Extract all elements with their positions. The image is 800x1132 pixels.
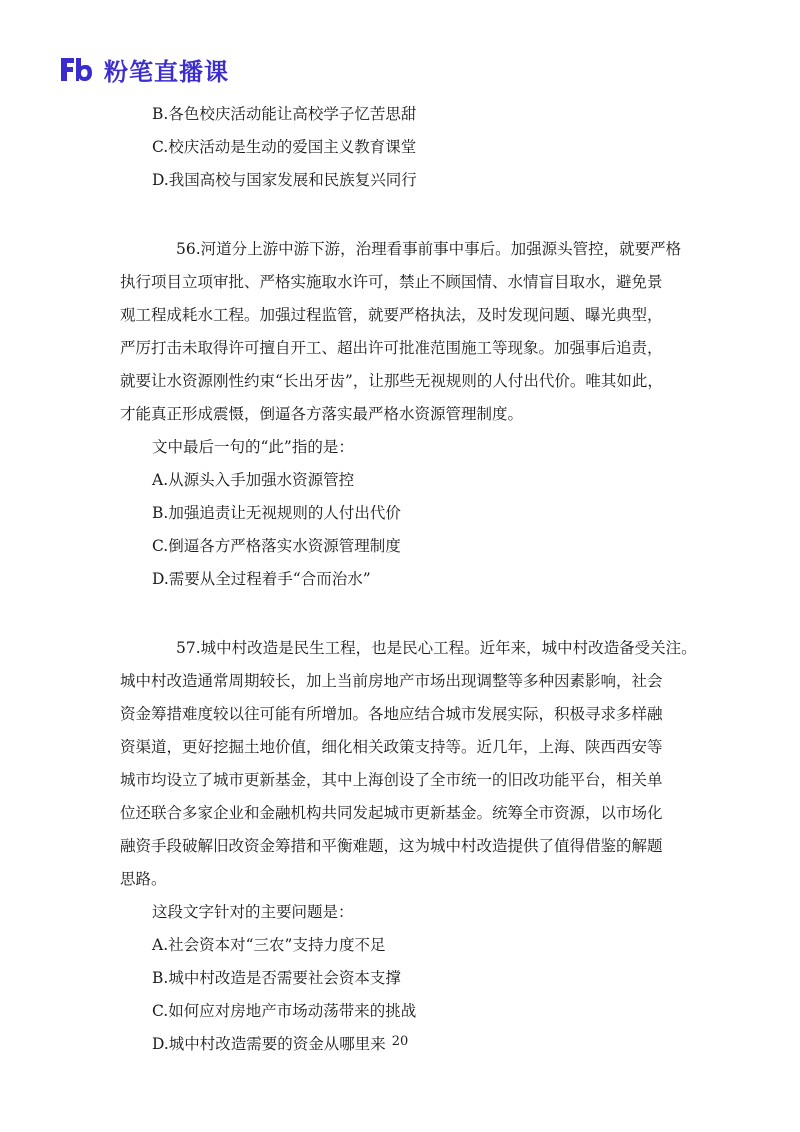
question-57-option-a: A.社会资本对“三农”支持力度不足 xyxy=(152,936,386,954)
passage-line: 位还联合多家企业和金融机构共同发起城市更新基金。统筹全市资源，以市场化 xyxy=(120,804,663,822)
question-57-option-b: B.城中村改造是否需要社会资本支撑 xyxy=(152,969,401,987)
question-57 xyxy=(120,632,712,1061)
option-c: C.校庆活动是生动的爱国主义教育课堂 xyxy=(152,138,417,156)
question-56-option-a: A.从源头入手加强水资源管控 xyxy=(152,471,355,489)
option-d: D.我国高校与国家发展和民族复兴同行 xyxy=(152,171,417,189)
question-56-option-b: B.加强追责让无视规则的人付出代价 xyxy=(152,504,401,522)
question-57-option-d: D.城中村改造需要的资金从哪里来 xyxy=(152,1035,386,1053)
passage-line: 才能真正形成震慑，倒逼各方落实最严格水资源管理制度。 xyxy=(120,405,524,423)
passage-line: 严厉打击未取得许可擅自开工、超出许可批准范围施工等现象。加强事后追责， xyxy=(120,339,663,357)
question-57-prompt: 这段文字针对的主要问题是： xyxy=(152,903,354,921)
question-56-option-d: D.需要从全过程着手“合而治水” xyxy=(152,570,371,588)
passage-line: 资渠道，更好挖掘土地价值，细化相关政策支持等。近几年，上海、陕西西安等 xyxy=(120,738,663,756)
passage-line: 56.河道分上游中游下游，治理看事前事中事后。加强源头管控，就要严格 xyxy=(176,240,682,258)
question-57-option-c: C.如何应对房地产市场动荡带来的挑战 xyxy=(152,1002,417,1020)
passage-line: 思路。 xyxy=(120,870,167,888)
option-b: B.各色校庆活动能让高校学子忆苦思甜 xyxy=(152,105,417,123)
passage-line: 观工程成耗水工程。加强过程监管，就要严格执法，及时发现问题、曝光典型， xyxy=(120,306,663,324)
question-56-prompt: 文中最后一句的“此”指的是： xyxy=(152,438,354,456)
passage-line: 城市均设立了城市更新基金，其中上海创设了全市统一的旧改功能平台，相关单 xyxy=(120,771,663,789)
brand-name: 粉笔直播课 xyxy=(104,57,229,86)
passage-line: 融资手段破解旧改资金筹措和平衡难题，这为城中村改造提供了值得借鉴的解题 xyxy=(120,837,663,855)
passage-line: 资金筹措难度较以往可能有所增加。各地应结合城市发展实际，积极寻求多样融 xyxy=(120,705,663,723)
fenbi-logo-icon xyxy=(58,54,92,84)
question-56-option-c: C.倒逼各方严格落实水资源管理制度 xyxy=(152,537,401,555)
passage-line: 执行项目立项审批、严格实施取水许可，禁止不顾国情、水情盲目取水，避免景 xyxy=(120,273,663,291)
question-56-passage xyxy=(120,233,708,431)
question-56 xyxy=(120,233,712,596)
passage-line: 就要让水资源刚性约束“长出牙齿”，让那些无视规则的人付出代价。唯其如此， xyxy=(120,372,663,390)
passage-line: 城中村改造通常周期较长，加上当前房地产市场出现调整等多种因素影响，社会 xyxy=(120,672,663,690)
previous-question-options xyxy=(152,98,712,197)
passage-line: 57.城中村改造是民生工程，也是民心工程。近年来，城中村改造备受关注。 xyxy=(176,639,697,657)
page-number: 20 xyxy=(391,1034,409,1049)
question-57-passage xyxy=(120,632,708,896)
header xyxy=(58,52,229,86)
page-content xyxy=(120,98,712,1061)
